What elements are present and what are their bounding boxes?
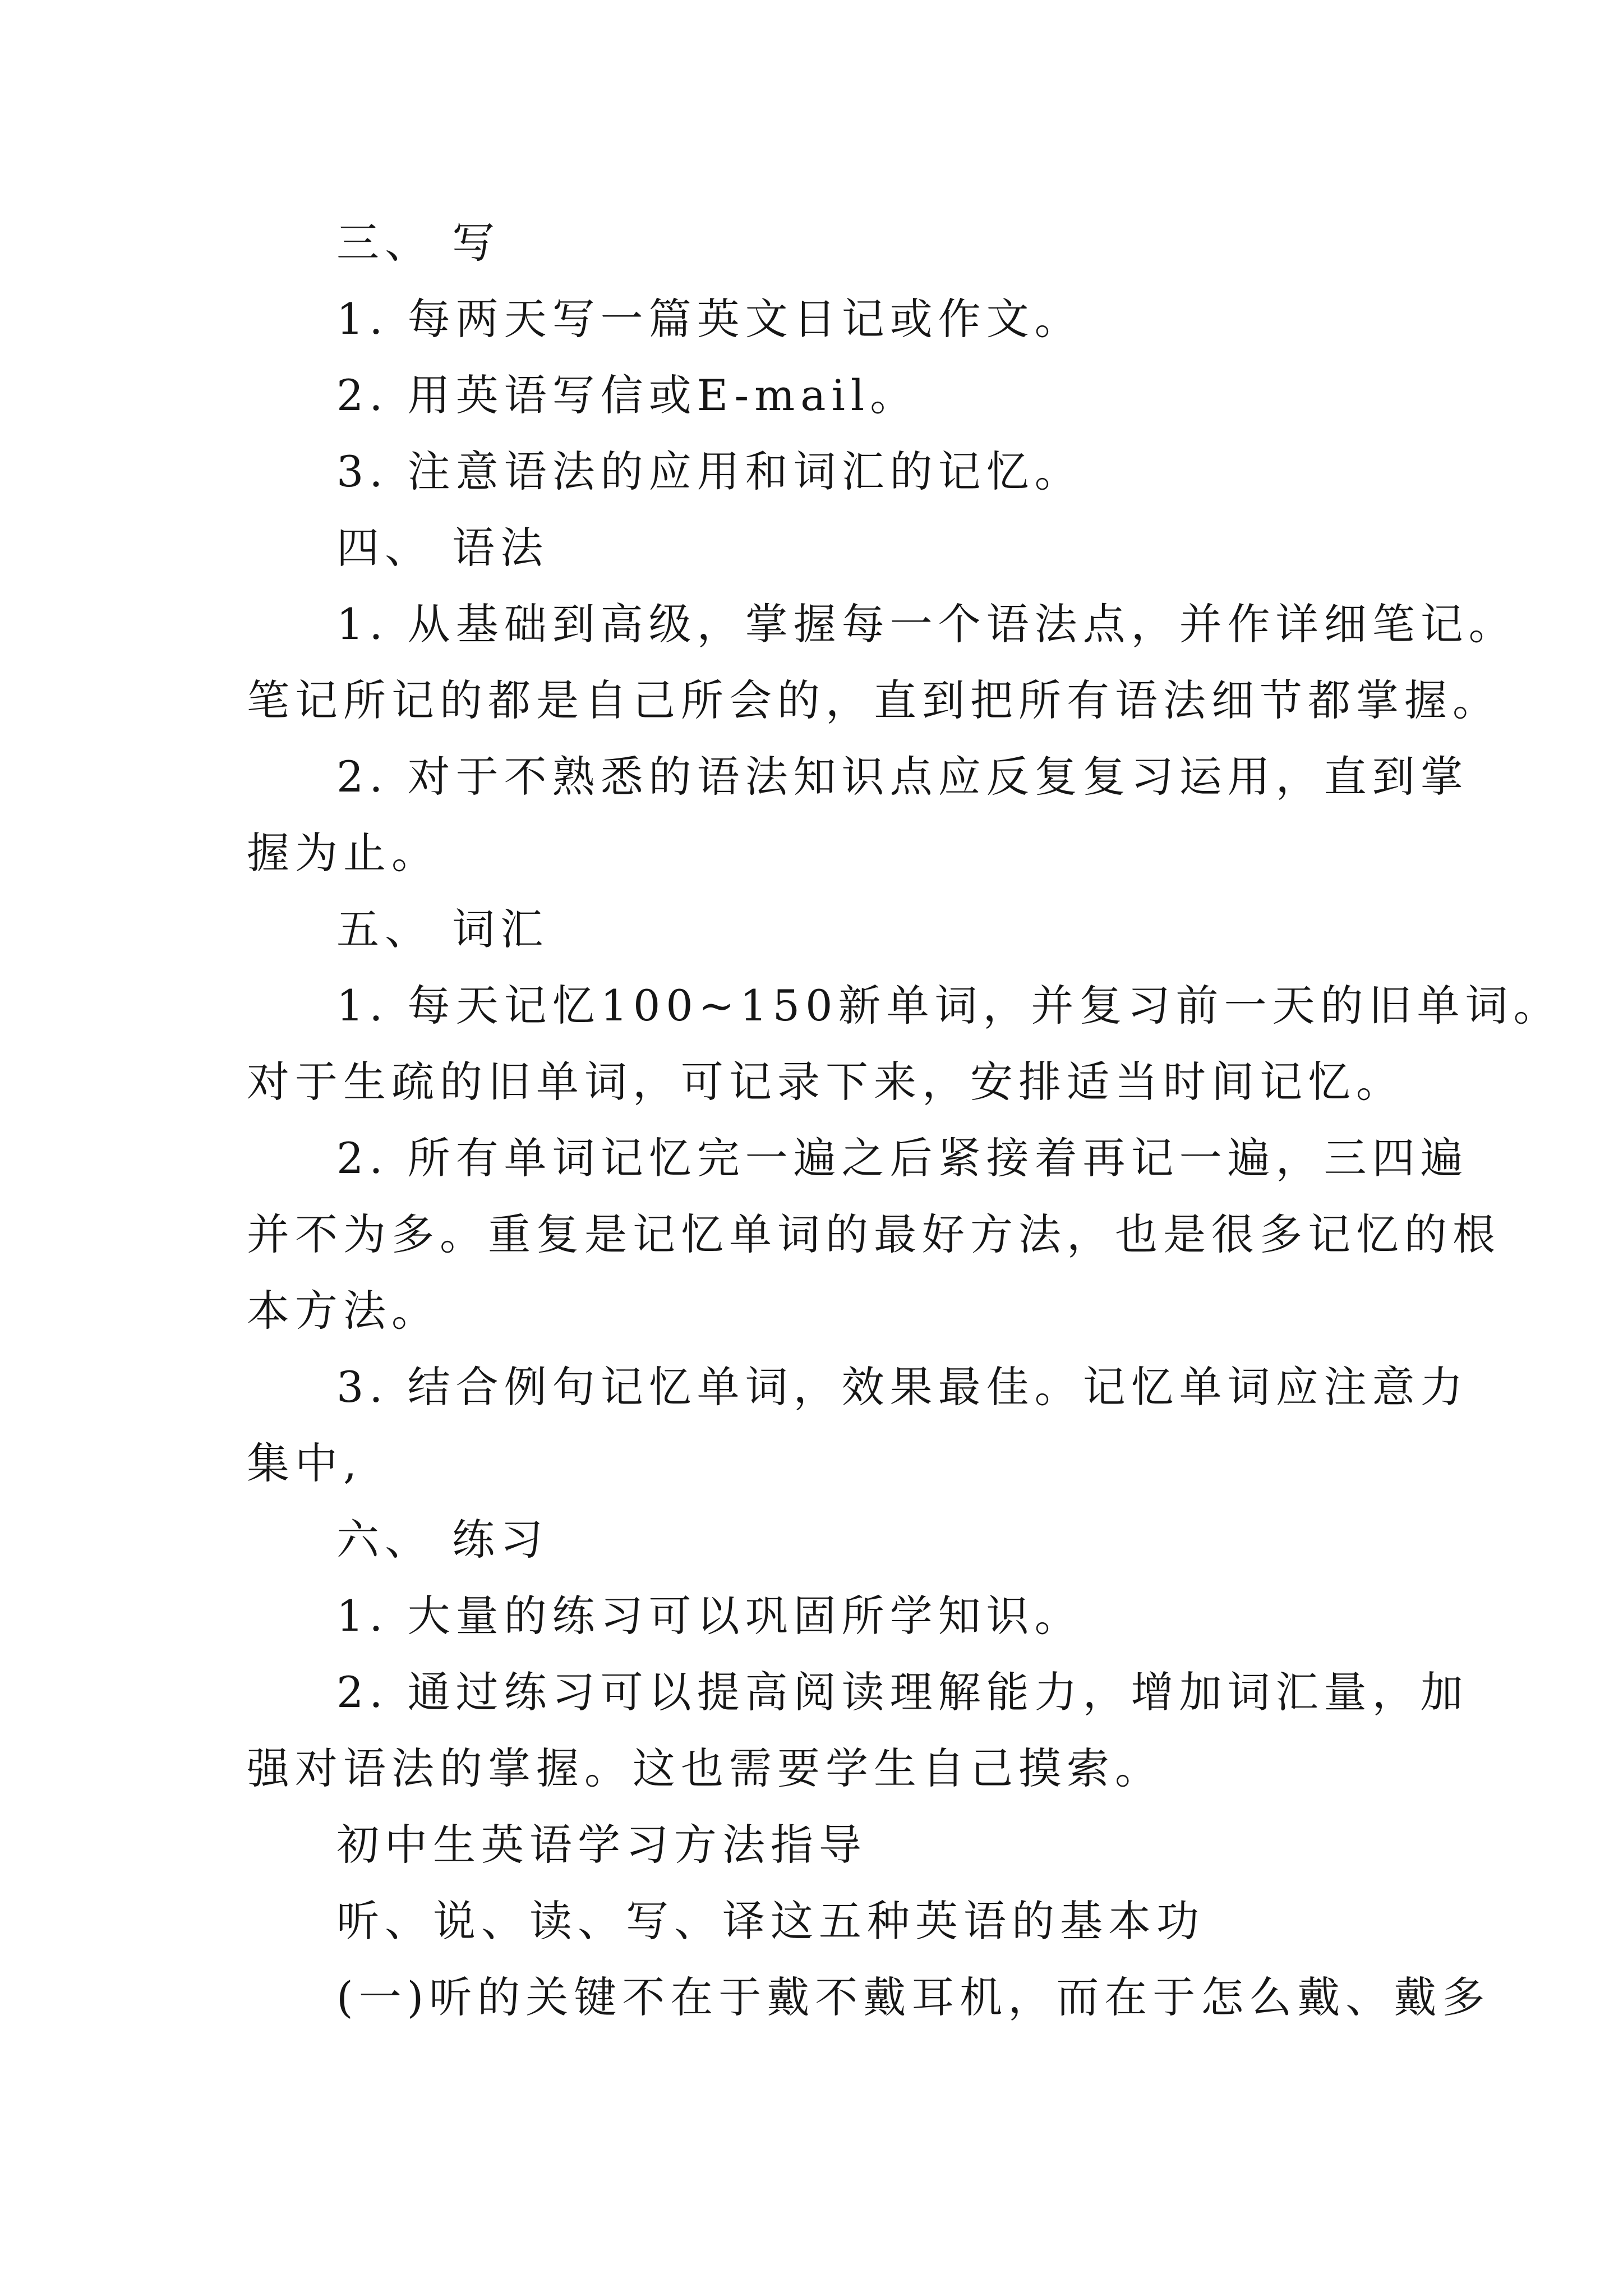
paragraph-line: 听、说、读、写、译这五种英语的基本功	[336, 1896, 1205, 1946]
paragraph-line: 1. 大量的练习可以巩固所学知识。	[336, 1591, 1083, 1641]
article-title: 初中生英语学习方法指导	[336, 1820, 867, 1870]
paragraph-line: 2. 用英语写信或E-mail。	[336, 370, 919, 420]
paragraph-line: 对于生疏的旧单词，可记录下来，安排适当时间记忆。	[247, 1057, 1404, 1107]
paragraph-line: 笔记所记的都是自己所会的，直到把所有语法细节都掌握。	[247, 675, 1501, 725]
paragraph-line: 1. 从基础到高级，掌握每一个语法点，并作详细笔记。	[336, 599, 1517, 649]
paragraph-line: 并不为多。重复是记忆单词的最好方法，也是很多记忆的根	[247, 1209, 1501, 1259]
paragraph-line: 1. 每天记忆100~150新单词，并复习前一天的旧单词。	[336, 981, 1562, 1030]
paragraph-line: 握为止。	[247, 828, 440, 878]
paragraph-line: 2. 对于不熟悉的语法知识点应反复复习运用，直到掌	[336, 752, 1469, 802]
section-heading-grammar: 四、 语法	[336, 523, 549, 573]
paragraph-line: 1. 每两天写一篇英文日记或作文。	[336, 294, 1083, 344]
section-heading-practice: 六、 练习	[336, 1515, 549, 1565]
paragraph-line: 2. 通过练习可以提高阅读理解能力，增加词汇量，加	[336, 1667, 1469, 1717]
paragraph-line: 3. 结合例句记忆单词，效果最佳。记忆单词应注意力	[336, 1362, 1469, 1412]
paragraph-line: 3. 注意语法的应用和词汇的记忆。	[336, 447, 1083, 496]
paragraph-line: 本方法。	[247, 1286, 440, 1336]
section-heading-writing: 三、 写	[336, 218, 501, 268]
paragraph-line: (一)听的关键不在于戴不戴耳机，而在于怎么戴、戴多	[336, 1972, 1491, 2022]
paragraph-line: 强对语法的掌握。这也需要学生自己摸索。	[247, 1743, 1163, 1793]
paragraph-line: 2. 所有单词记忆完一遍之后紧接着再记一遍，三四遍	[336, 1133, 1469, 1183]
section-heading-vocabulary: 五、 词汇	[336, 904, 549, 954]
paragraph-line: 集中,	[247, 1438, 363, 1488]
